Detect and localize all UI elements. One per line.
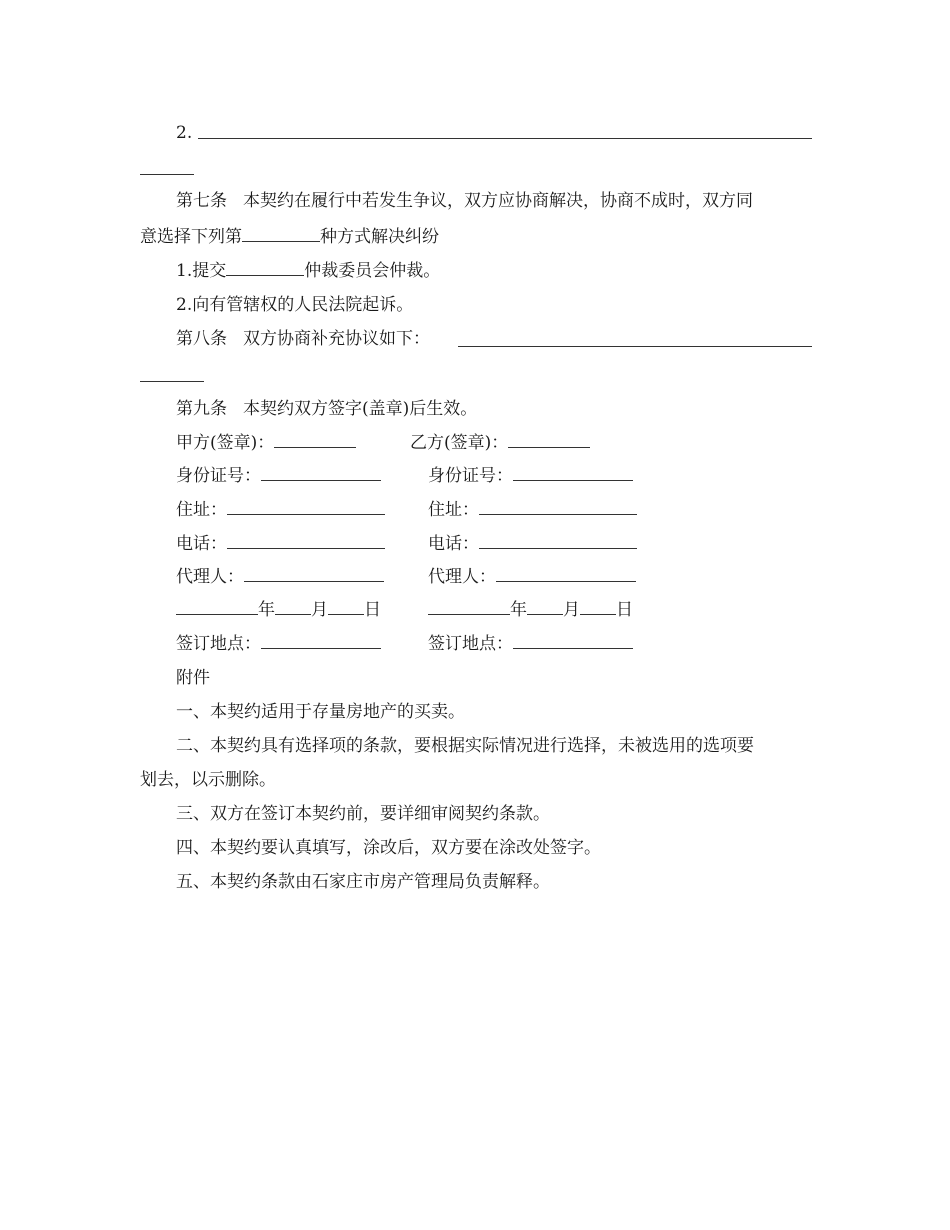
party-a-signature	[176, 432, 356, 454]
party-a-blank[interactable]	[274, 432, 356, 448]
item-2-prefix: 2.	[176, 123, 193, 143]
party-a-year-blank[interactable]	[176, 599, 258, 615]
article-7-line2-b: 种方式解决纠纷	[320, 227, 439, 247]
party-a-id-blank[interactable]	[261, 465, 381, 481]
annex-note-3: 三、双方在签订本契约前，要详细审阅契约条款。	[176, 804, 550, 824]
annex-note-2-line2: 划去，以示删除。	[140, 770, 276, 790]
party-b-place-blank[interactable]	[513, 633, 633, 649]
party-b-month-blank[interactable]	[527, 599, 563, 615]
party-a-label: 甲方(签章)：	[176, 433, 275, 453]
day-label: 日	[616, 600, 633, 620]
party-b-place	[428, 633, 633, 655]
article-7-option-2: 2.向有管辖权的人民法院起诉。	[176, 295, 414, 315]
party-a-date	[176, 599, 381, 621]
party-a-place	[176, 633, 381, 655]
article-7-line2-a: 意选择下列第	[140, 227, 242, 247]
year-label: 年	[510, 600, 527, 620]
party-b-date	[428, 599, 633, 621]
annex-note-2-line1: 二、本契约具有选择项的条款，要根据实际情况进行选择，未被选用的选项要	[176, 736, 754, 756]
article-8-line	[176, 328, 430, 350]
party-b-id	[428, 465, 633, 487]
party-b-agent-label: 代理人：	[428, 567, 496, 587]
party-b-label: 乙方(签章)：	[410, 433, 509, 453]
article-9-text: 本契约双方签字(盖章)后生效。	[243, 399, 478, 419]
party-a-address-blank[interactable]	[227, 499, 385, 515]
party-b-signature	[410, 432, 590, 454]
party-a-address	[176, 499, 385, 521]
article-8-title: 第八条	[176, 329, 227, 349]
party-a-id-label: 身份证号：	[176, 466, 261, 486]
party-a-place-label: 签订地点：	[176, 634, 261, 654]
article-7-text: 本契约在履行中若发生争议，双方应协商解决，协商不成时，双方同	[243, 191, 753, 211]
article-7-title: 第七条	[176, 191, 227, 211]
party-b-agent	[428, 566, 636, 588]
annex-note-4: 四、本契约要认真填写，涂改后，双方要在涂改处签字。	[176, 838, 601, 858]
article-7-line2	[140, 226, 439, 248]
annex-note-5: 五、本契约条款由石家庄市房产管理局负责解释。	[176, 872, 550, 892]
party-b-day-blank[interactable]	[580, 599, 616, 615]
arbitration-committee-blank[interactable]	[226, 260, 304, 276]
item-2-blank-continuation[interactable]	[140, 174, 194, 175]
supplementary-agreement-blank-continuation[interactable]	[140, 381, 204, 382]
party-b-address-blank[interactable]	[479, 499, 637, 515]
party-b-phone-label: 电话：	[428, 534, 479, 554]
month-label: 月	[311, 600, 328, 620]
party-b-agent-blank[interactable]	[496, 566, 636, 582]
option-1-a: 1.提交	[176, 261, 227, 281]
annex-title: 附件	[176, 668, 210, 688]
option-1-b: 仲裁委员会仲裁。	[304, 261, 441, 281]
party-a-address-label: 住址：	[176, 500, 227, 520]
party-a-day-blank[interactable]	[328, 599, 364, 615]
party-b-year-blank[interactable]	[428, 599, 510, 615]
party-a-phone	[176, 533, 385, 555]
year-label: 年	[258, 600, 275, 620]
item-2-blank[interactable]	[198, 138, 812, 139]
party-b-address	[428, 499, 637, 521]
party-b-blank[interactable]	[508, 432, 590, 448]
party-a-agent	[176, 566, 384, 588]
article-8-text: 双方协商补充协议如下：	[243, 329, 430, 349]
annex-note-1: 一、本契约适用于存量房地产的买卖。	[176, 702, 465, 722]
item-2-line	[176, 122, 192, 144]
article-9-title: 第九条	[176, 399, 227, 419]
party-b-phone	[428, 533, 637, 555]
party-a-agent-blank[interactable]	[244, 566, 384, 582]
article-9-line	[176, 398, 477, 420]
party-a-id	[176, 465, 381, 487]
party-a-phone-blank[interactable]	[227, 533, 385, 549]
party-b-place-label: 签订地点：	[428, 634, 513, 654]
month-label: 月	[563, 600, 580, 620]
day-label: 日	[364, 600, 381, 620]
party-b-id-blank[interactable]	[513, 465, 633, 481]
article-7-option-1	[176, 260, 440, 282]
supplementary-agreement-blank[interactable]	[458, 346, 812, 347]
party-a-month-blank[interactable]	[275, 599, 311, 615]
party-b-id-label: 身份证号：	[428, 466, 513, 486]
party-b-address-label: 住址：	[428, 500, 479, 520]
method-choice-blank[interactable]	[242, 226, 320, 242]
party-a-phone-label: 电话：	[176, 534, 227, 554]
article-7-line1	[176, 190, 753, 212]
party-b-phone-blank[interactable]	[479, 533, 637, 549]
party-a-agent-label: 代理人：	[176, 567, 244, 587]
party-a-place-blank[interactable]	[261, 633, 381, 649]
